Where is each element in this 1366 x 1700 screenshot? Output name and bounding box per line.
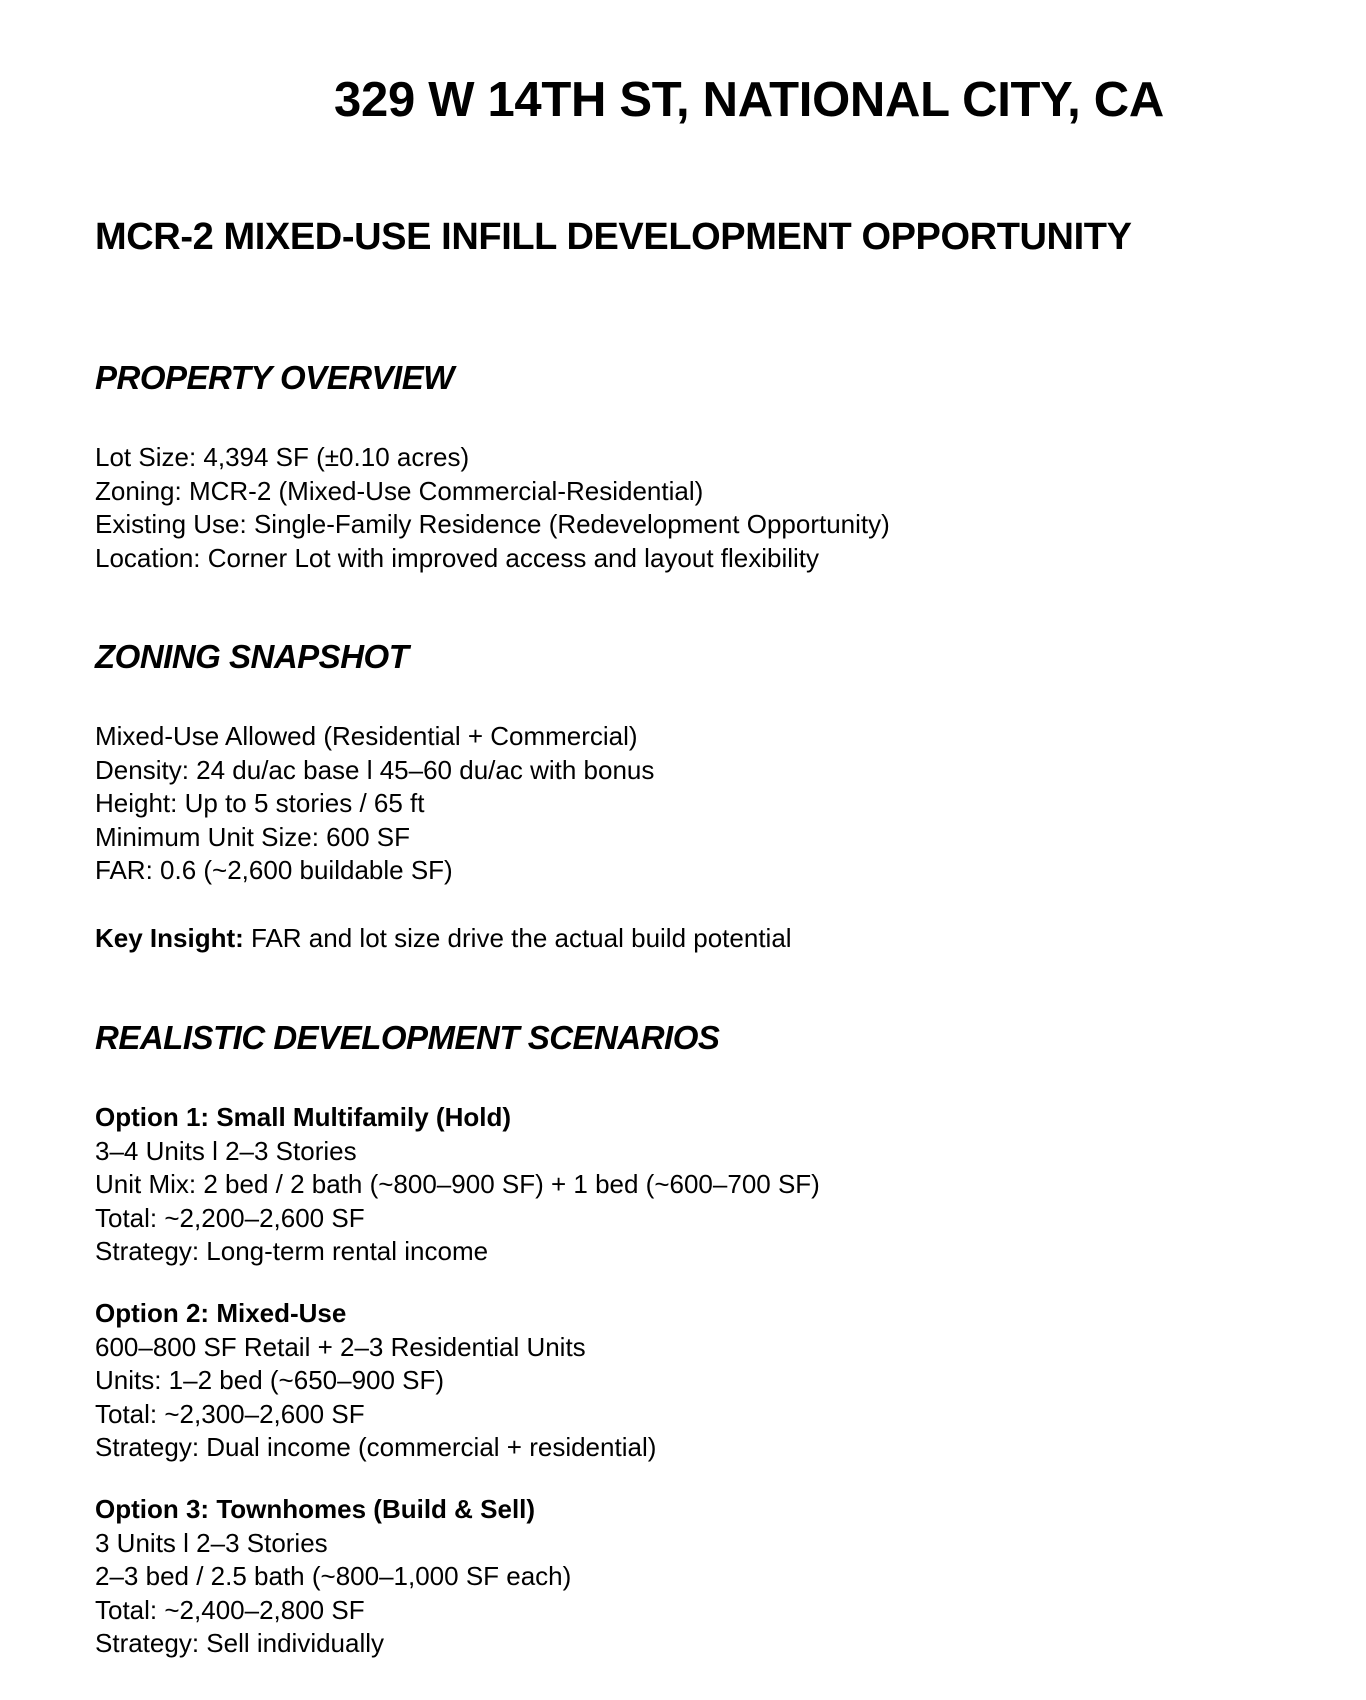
zoning-line: Zoning: MCR-2 (Mixed-Use Commercial-Residential) bbox=[95, 475, 704, 506]
development-scenarios-heading: REALISTIC DEVELOPMENT SCENARIOS bbox=[95, 1019, 720, 1056]
key-insight-label: Key Insight: bbox=[95, 923, 244, 953]
option-1-block bbox=[95, 1101, 820, 1269]
option-2-block bbox=[95, 1297, 656, 1465]
property-overview-details bbox=[95, 441, 890, 575]
property-overview-heading: PROPERTY OVERVIEW bbox=[95, 359, 454, 396]
option-3-block bbox=[95, 1493, 571, 1661]
lot-size-line: Lot Size: 4,394 SF (±0.10 acres) bbox=[95, 442, 470, 472]
option-1-line: Strategy: Long-term rental income bbox=[95, 1236, 489, 1267]
key-insight-line bbox=[95, 922, 792, 956]
option-2-line: Units: 1–2 bed (~650–900 SF) bbox=[95, 1365, 445, 1396]
key-insight-text: FAR and lot size drive the actual build potential bbox=[243, 923, 792, 953]
option-2-line: 600–800 SF Retail + 2–3 Residential Units bbox=[95, 1331, 586, 1362]
minimum-unit-size-line: Minimum Unit Size: 600 SF bbox=[95, 821, 410, 852]
height-line: Height: Up to 5 stories / 65 ft bbox=[95, 788, 425, 819]
option-3-line: Strategy: Sell individually bbox=[95, 1628, 385, 1659]
option-1-title: Option 1: Small Multifamily (Hold) bbox=[95, 1102, 511, 1132]
option-2-line: Strategy: Dual income (commercial + residential) bbox=[95, 1432, 657, 1463]
option-2-line: Total: ~2,300–2,600 SF bbox=[95, 1398, 365, 1429]
mixed-use-line: Mixed-Use Allowed (Residential + Commercial) bbox=[95, 721, 638, 751]
option-1-line: 3–4 Units l 2–3 Stories bbox=[95, 1135, 357, 1166]
key-insight bbox=[95, 922, 792, 956]
option-3-line: 3 Units l 2–3 Stories bbox=[95, 1527, 328, 1558]
option-2-title: Option 2: Mixed-Use bbox=[95, 1298, 347, 1328]
option-1-line: Total: ~2,200–2,600 SF bbox=[95, 1202, 365, 1233]
far-line: FAR: 0.6 (~2,600 buildable SF) bbox=[95, 855, 453, 886]
option-3-line: 2–3 bed / 2.5 bath (~800–1,000 SF each) bbox=[95, 1561, 572, 1592]
location-line: Location: Corner Lot with improved access and layout flexibility bbox=[95, 542, 820, 573]
document-subtitle: MCR-2 MIXED-USE INFILL DEVELOPMENT OPPORTUNITY bbox=[95, 216, 1132, 258]
option-3-line: Total: ~2,400–2,800 SF bbox=[95, 1594, 365, 1625]
existing-use-line: Existing Use: Single-Family Residence (Redevelopment Opportunity) bbox=[95, 509, 890, 540]
option-3-title: Option 3: Townhomes (Build & Sell) bbox=[95, 1494, 536, 1524]
document-title: 329 W 14TH ST, NATIONAL CITY, CA bbox=[334, 73, 1164, 127]
option-1-line: Unit Mix: 2 bed / 2 bath (~800–900 SF) + 1 bed (~600–700 SF) bbox=[95, 1169, 820, 1200]
density-line: Density: 24 du/ac base l 45–60 du/ac with bonus bbox=[95, 754, 655, 785]
zoning-snapshot-details bbox=[95, 720, 654, 888]
zoning-snapshot-heading: ZONING SNAPSHOT bbox=[95, 638, 409, 675]
